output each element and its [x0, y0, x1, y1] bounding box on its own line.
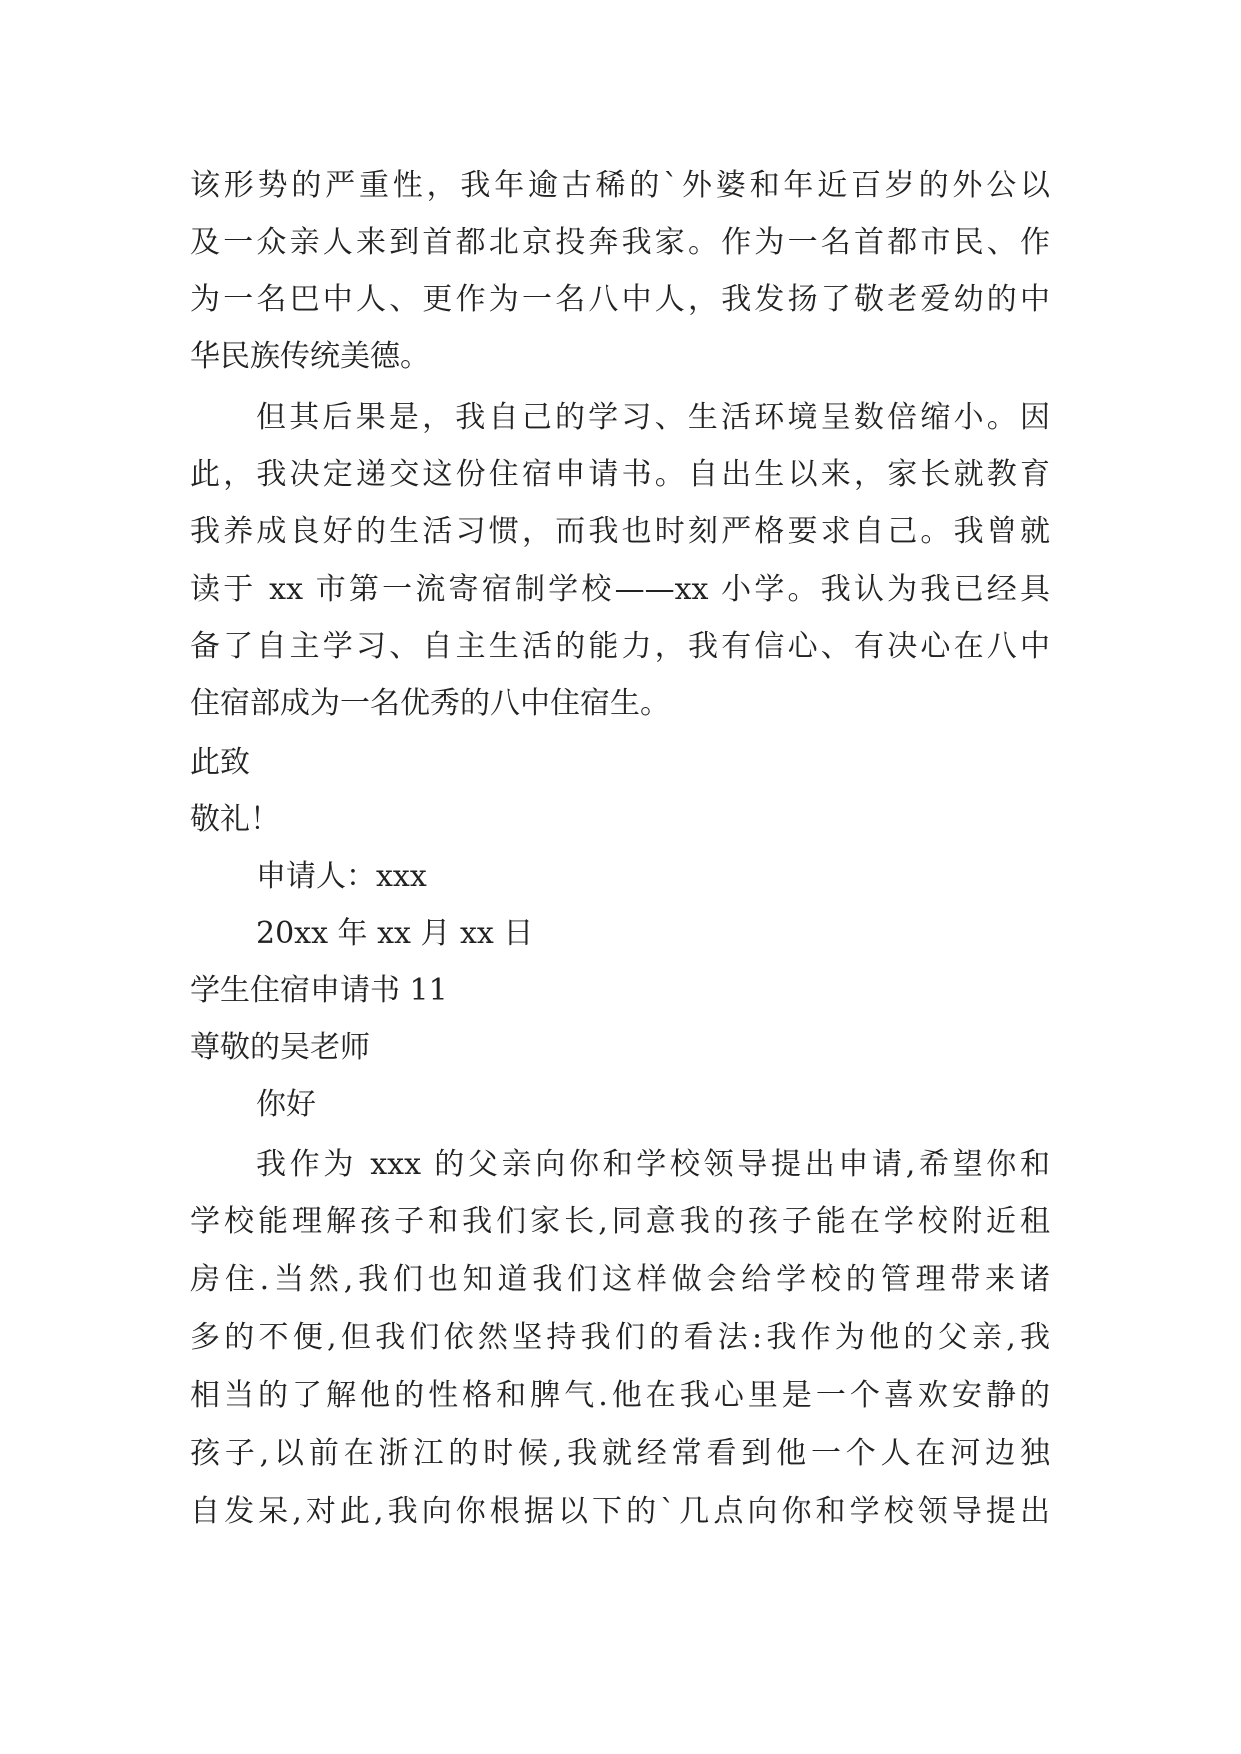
signature-applicant: 申请人：xxx — [256, 859, 427, 894]
paragraph-2-line-2: 此，我决定递交这份住宿申请书。自出生以来，家长就教育 — [190, 457, 1050, 492]
closing-line-2: 敬礼！ — [190, 802, 280, 837]
letter-2-greeting: 你好 — [256, 1087, 316, 1122]
paragraph-2-line-3: 我养成良好的生活习惯，而我也时刻严格要求自己。我曾就 — [190, 514, 1050, 549]
letter-2-line-4: 多的不便,但我们依然坚持我们的看法:我作为他的父亲,我 — [190, 1320, 1050, 1355]
letter-2-line-7: 自发呆,对此,我向你根据以下的`几点向你和学校领导提出 — [190, 1494, 1050, 1529]
paragraph-2-line-1: 但其后果是，我自己的学习、生活环境呈数倍缩小。因 — [256, 400, 1050, 435]
letter-2-line-2: 学校能理解孩子和我们家长,同意我的孩子能在学校附近租 — [190, 1204, 1050, 1239]
paragraph-1-line-4: 华民族传统美德。 — [190, 339, 430, 374]
letter-2-line-5: 相当的了解他的性格和脾气.他在我心里是一个喜欢安静的 — [190, 1378, 1050, 1413]
paragraph-2-line-6: 住宿部成为一名优秀的八中住宿生。 — [190, 686, 670, 721]
section-title: 学生住宿申请书 11 — [190, 973, 448, 1008]
letter-2-line-1: 我作为 xxx 的父亲向你和学校领导提出申请,希望你和 — [256, 1147, 1050, 1182]
paragraph-2-line-4: 读于 xx 市第一流寄宿制学校——xx 小学。我认为我已经具 — [190, 572, 1050, 607]
letter-2-line-3: 房住.当然,我们也知道我们这样做会给学校的管理带来诸 — [190, 1262, 1050, 1297]
letter-2-salutation: 尊敬的吴老师 — [190, 1030, 370, 1065]
paragraph-1-line-1: 该形势的严重性，我年逾古稀的`外婆和年近百岁的外公以 — [190, 168, 1050, 203]
paragraph-1-line-2: 及一众亲人来到首都北京投奔我家。作为一名首都市民、作 — [190, 225, 1050, 260]
closing-line-1: 此致 — [190, 745, 250, 780]
paragraph-1-line-3: 为一名巴中人、更作为一名八中人，我发扬了敬老爱幼的中 — [190, 282, 1050, 317]
signature-date: 20xx 年 xx 月 xx 日 — [256, 916, 534, 951]
letter-2-line-6: 孩子,以前在浙江的时候,我就经常看到他一个人在河边独 — [190, 1436, 1050, 1471]
paragraph-2-line-5: 备了自主学习、自主生活的能力，我有信心、有决心在八中 — [190, 629, 1050, 664]
